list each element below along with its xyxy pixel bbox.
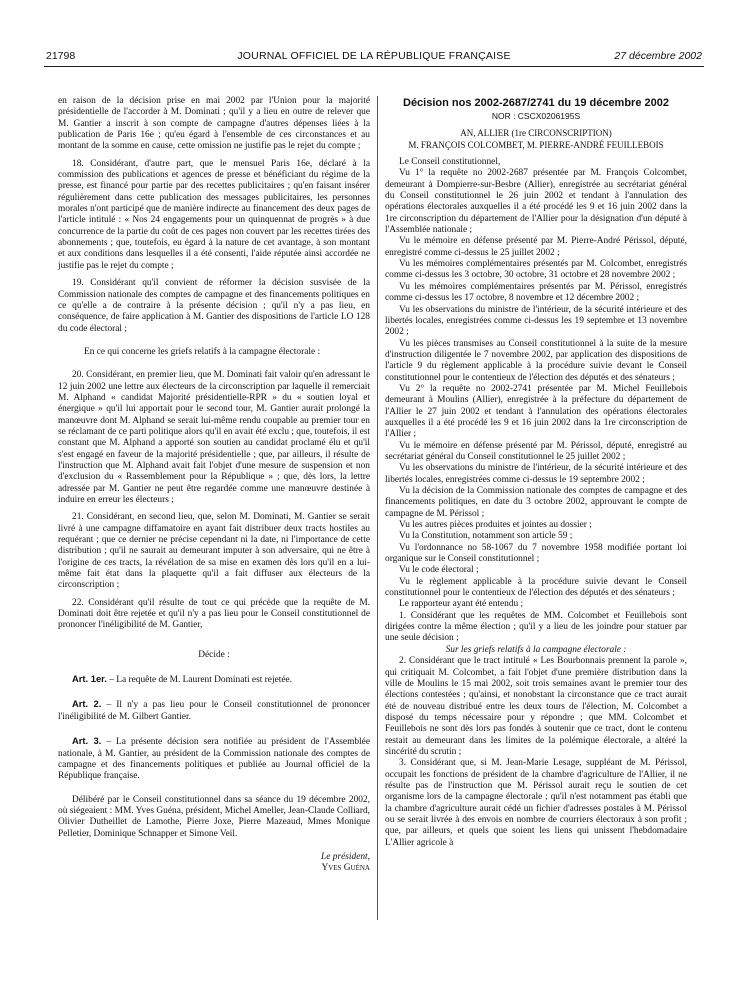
nor-reference: NOR : CSCX0206195S [491, 111, 581, 121]
visa: Vu les pièces transmises au Conseil constitutionnel à la suite de la mesure d'instruction diligentée le 7 novembre 2002, par application des dispositions de l'article 9 du règlement applicable à la procédure suivie devant le Conseil constitutionnel pour le contentieux de l'élection des députés et des sénateurs ; [385, 338, 687, 383]
paragraph: 3. Considérant que, si M. Jean-Marie Lesage, suppléant de M. Périssol, occupait les fonctions de président de la chambre d'agriculture de l'Allier, il ne résulte pas de l'instruction que M. Périssol aurait reçu le soutien de cet organisme lors de la campagne électorale ; qu'il n'est notamment pas établi que la chambre d'agriculture aurait cédé un fichier d'adresses postales à M. Périssol ou se serait livrée à des envois en nombre de courriers électoraux à son profit ; que, par ailleurs, et quels que soient les liens qui unissent l'hebdomadaire L'Allier agricole à [385, 758, 687, 848]
section-heading: En ce qui concerne les griefs relatifs à la campagne électorale : [84, 346, 321, 357]
visa: Vu les autres pièces produites et jointes au dossier ; [399, 520, 592, 531]
article-label: Art. 2. [72, 698, 102, 710]
visa: Vu 2° la requête no 2002-2741 présentée par M. Michel Feuillebois demeurant à Moulins (Allier), enregistrée à la préfecture du département de l'Allier le 27 juin 2002 et tendant à l'annulation des opérations électorales auxquelles il a été procédé les 9 et 16 juin 2002 dans la 1re circonscription de l'Allier ; [385, 383, 687, 440]
article-text: – La requête de M. Laurent Dominati est rejetée. [106, 675, 293, 686]
decision-title: Décision nos 2002-2687/2741 du 19 décembre 2002 [403, 97, 669, 109]
visa: Vu 1° la requête no 2002-2687 présentée par M. François Colcombet, demeurant à Dompierre-sur-Besbre (Allier), enregistrée au secrétariat général du Conseil constitutionnel le 26 juin 2002 et tendant à l'annulation des opérations électorales auxquelles il a été procédé les 9 et 16 juin 2002 dans la 1re circonscription du département de l'Allier pour la désignation d'un député à l'Assemblée nationale ; [385, 168, 687, 236]
header-rule [44, 66, 704, 67]
visa: Vu le règlement applicable à la procédure suivie devant le Conseil constitutionnel pour le contentieux de l'élection des députés et des sénateurs ; [385, 576, 687, 599]
journal-title: JOURNAL OFFICIEL DE LA RÉPUBLIQUE FRANÇAISE [237, 50, 511, 62]
right-column [385, 96, 687, 849]
article-label: Art. 3. [72, 735, 102, 747]
left-column [58, 96, 370, 875]
column-divider [377, 96, 378, 920]
signature [58, 852, 370, 875]
article-label: Art. 1er. [72, 673, 107, 685]
paragraph: en raison de la décision prise en mai 2002 par l'Union pour la majorité présidentielle de l'accorder à M. Dominati ; qu'il y a lieu en outre de relever que M. Gantier a inscrit à son compte de campagne d'autres dépenses liées à la publication de Paris 16e ; qu'eu égard à l'ensemble de ces circonstances et au montant de la somme en cause, cette omission ne justifie pas le rejet du compte ; [58, 96, 370, 152]
paragraph: 20. Considérant, en premier lieu, que M. Dominati fait valoir qu'en adressant le 12 juin 2002 une lettre aux électeurs de la circonscription par laquelle il remerciait M. Alphand « candidat Majorité présidentielle-RPR » du « soutien loyal et énergique » qu'il lui apportait pour le second tour, M. Gantier aurait prolongé la manœuvre dont M. Alphand se serait lui-même rendu coupable au premier tour en se réclamant de ce parti politique alors qu'il en avait été exclu ; que, toutefois, il est constant que M. Alphand a apporté son soutien au candidat proclamé élu et qu'il s'est engagé en faveur de la majorité présidentielle ; que, par ailleurs, il résulte de l'instruction que M. Alphand avait fait l'objet d'une mesure de suspension et non d'exclusion du « Rassemblement pour la République » ; que, dès lors, la lettre adressée par M. Gantier ne peut être regardée comme une manœuvre destinée à induire en erreur les électeurs ; [58, 370, 370, 505]
decide-heading: Décide : [198, 649, 230, 660]
paragraph: Le Conseil constitutionnel, [399, 157, 501, 168]
parties-line: M. FRANÇOIS COLCOMBET, M. PIERRE-ANDRÉ FEUILLEBOIS [408, 139, 664, 150]
visa: Vu le mémoire en défense présenté par M. Pierre-André Périssol, député, enregistré comme ci-dessus le 25 juillet 2002 ; [385, 236, 687, 258]
article-3 [58, 735, 370, 782]
article-1 [58, 673, 370, 686]
article-2 [58, 698, 370, 723]
visa: Vu la décision de la Commission nationale des comptes de campagne et des financements politiques, en date du 3 octobre 2002, approuvant le compte de campagne de M. Périssol ; [385, 486, 687, 519]
page-number: 21798 [46, 50, 76, 62]
visa: Vu les observations du ministre de l'intérieur, de la sécurité intérieure et des libertés locales, enregistrées comme ci-dessus le 19 septembre 2002 ; [385, 463, 687, 485]
issue-date: 27 décembre 2002 [614, 50, 702, 62]
visa: Vu les mémoires complémentaires présentés par M. Colcombet, enregistrés comme ci-dessus les 3 octobre, 30 octobre, 31 octobre et 28 novembre 2002 ; [385, 259, 687, 281]
constituency-line: AN, ALLIER (1re CIRCONSCRIPTION) [460, 128, 612, 139]
visa: Vu les mémoires complémentaires présentés par M. Périssol, enregistrés comme ci-dessus les 17 octobre, 8 novembre et 12 décembre 2002 ; [385, 281, 687, 304]
signature-role: Le président, [321, 851, 370, 862]
signature-name: Yves Guéna [321, 863, 370, 874]
visa: Vu les observations du ministre de l'intérieur, de la sécurité intérieure et des libertés locales, enregistrées comme ci-dessus les 19 septembre et 13 novembre 2002 ; [385, 304, 687, 338]
section-heading: Sur les griefs relatifs à la campagne électorale : [445, 644, 627, 655]
paragraph: 21. Considérant, en second lieu, que, selon M. Dominati, M. Gantier se serait livré à une campagne diffamatoire en ayant fait distribuer deux tracts hostiles au requérant ; que ce dernier ne précise cependant ni la date, ni l'importance de cette distribution ; qu'il ne saurait au demeurant imputer à son adversaire, qui ne être à l'origine de ces tracts, la révélation de sa mise en examen dès lors qu'il en a lui-même fait état dans la plaquette qu'il a fait diffuser aux électeurs de la circonscription ; [58, 512, 370, 591]
paragraph: 22. Considérant qu'il résulte de tout ce qui précède que la requête de M. Dominati doit être rejetée et qu'il n'y a pas lieu pour le Conseil constitutionnel de prononcer l'inéligibilité de M. Gantier, [58, 597, 370, 631]
paragraph: 1. Considérant que les requêtes de MM. Colcombet et Feuillebois sont dirigées contre la même élection ; qu'il y a lieu de les joindre pour statuer par une seule décision ; [385, 610, 687, 644]
visa: Vu le mémoire en défense présenté par M. Périssol, député, enregistré au secrétariat général du Conseil constitutionnel le 25 juillet 2002 ; [385, 440, 687, 462]
visa: Vu l'ordonnance no 58-1067 du 7 novembre 1958 modifiée portant loi organique sur le Conseil constitutionnel ; [385, 542, 687, 565]
visa: Vu le code électoral ; [399, 565, 479, 576]
page-header [46, 50, 702, 64]
article-text: – Il n'y a pas lieu pour le Conseil constitutionnel de prononcer l'inéligibilité de M. Gilbert Gantier. [58, 700, 370, 722]
paragraph: 2. Considérant que le tract intitulé « Les Bourbonnais prennent la parole », qui critiquait M. Colcombet, a fait l'objet d'une première distribution dans la ville de Moulins le 15 mai 2002, soit trois semaines avant le premier tour des élections contestées ; qu'ainsi, et nonobstant la circonstance que ce tract aurait été de nouveau distribué entre les deux tours de l'élection, M. Colcombet a disposé du temps nécessaire pour y répondre ; que MM. Colcombet et Feuillebois ne sont dès lors pas fondés à soutenir que ce tract, dont le contenu restait au demeurant dans les limites de la polémique électorale, a altéré la sincérité du scrutin ; [385, 656, 687, 757]
paragraph: 18. Considérant, d'autre part, que le mensuel Paris 16e, déclaré à la commission des publications et agences de presse et bénéficiant du régime de la presse, est financé pour partie par des recettes publicitaires ; qu'en faisant insérer régulièrement dans cette publication des messages publicitaires, les personnes morales n'ont participé que de manière indirecte au financement des deux pages de l'article intitulé : « Nos 24 engagements pour un quinquennat de progrès » à due concurrence de la partie du coût de ces pages non couvert par les recettes tirées des abonnements ; que, toutefois, eu égard à la nature de cet avantage, à son montant et aux conditions dans lesquelles il a été consenti, l'aide réputée ainsi accordée ne justifie pas le rejet du compte ; [58, 158, 370, 271]
paragraph: 19. Considérant qu'il convient de réformer la décision susvisée de la Commission nationale des comptes de campagne et des financements politiques en ce qu'elle a de contraire à la présente décision ; qu'il n'y a pas lieu, en conséquence, de faire application à M. Gantier des dispositions de l'article LO 128 du code électoral ; [58, 278, 370, 334]
visa: Vu la Constitution, notamment son article 59 ; [399, 531, 573, 542]
deliberation: Délibéré par le Conseil constitutionnel dans sa séance du 19 décembre 2002, où siégeaient : MM. Yves Guéna, président, Michel Ameller, Jean-Claude Colliard, Olivier Dutheillet de Lamothe, Pierre Joxe, Pierre Mazeaud, Mmes Monique Pelletier, Dominique Schnapper et Simone Veil. [58, 794, 370, 839]
visa: Le rapporteur ayant été entendu ; [399, 599, 524, 610]
article-text: – La présente décision sera notifiée au président de l'Assemblée nationale, à M. Gantier, au président de la Commission nationale des comptes de campagne et des financements politiques et publiée au Journal officiel de la République française. [58, 737, 370, 782]
